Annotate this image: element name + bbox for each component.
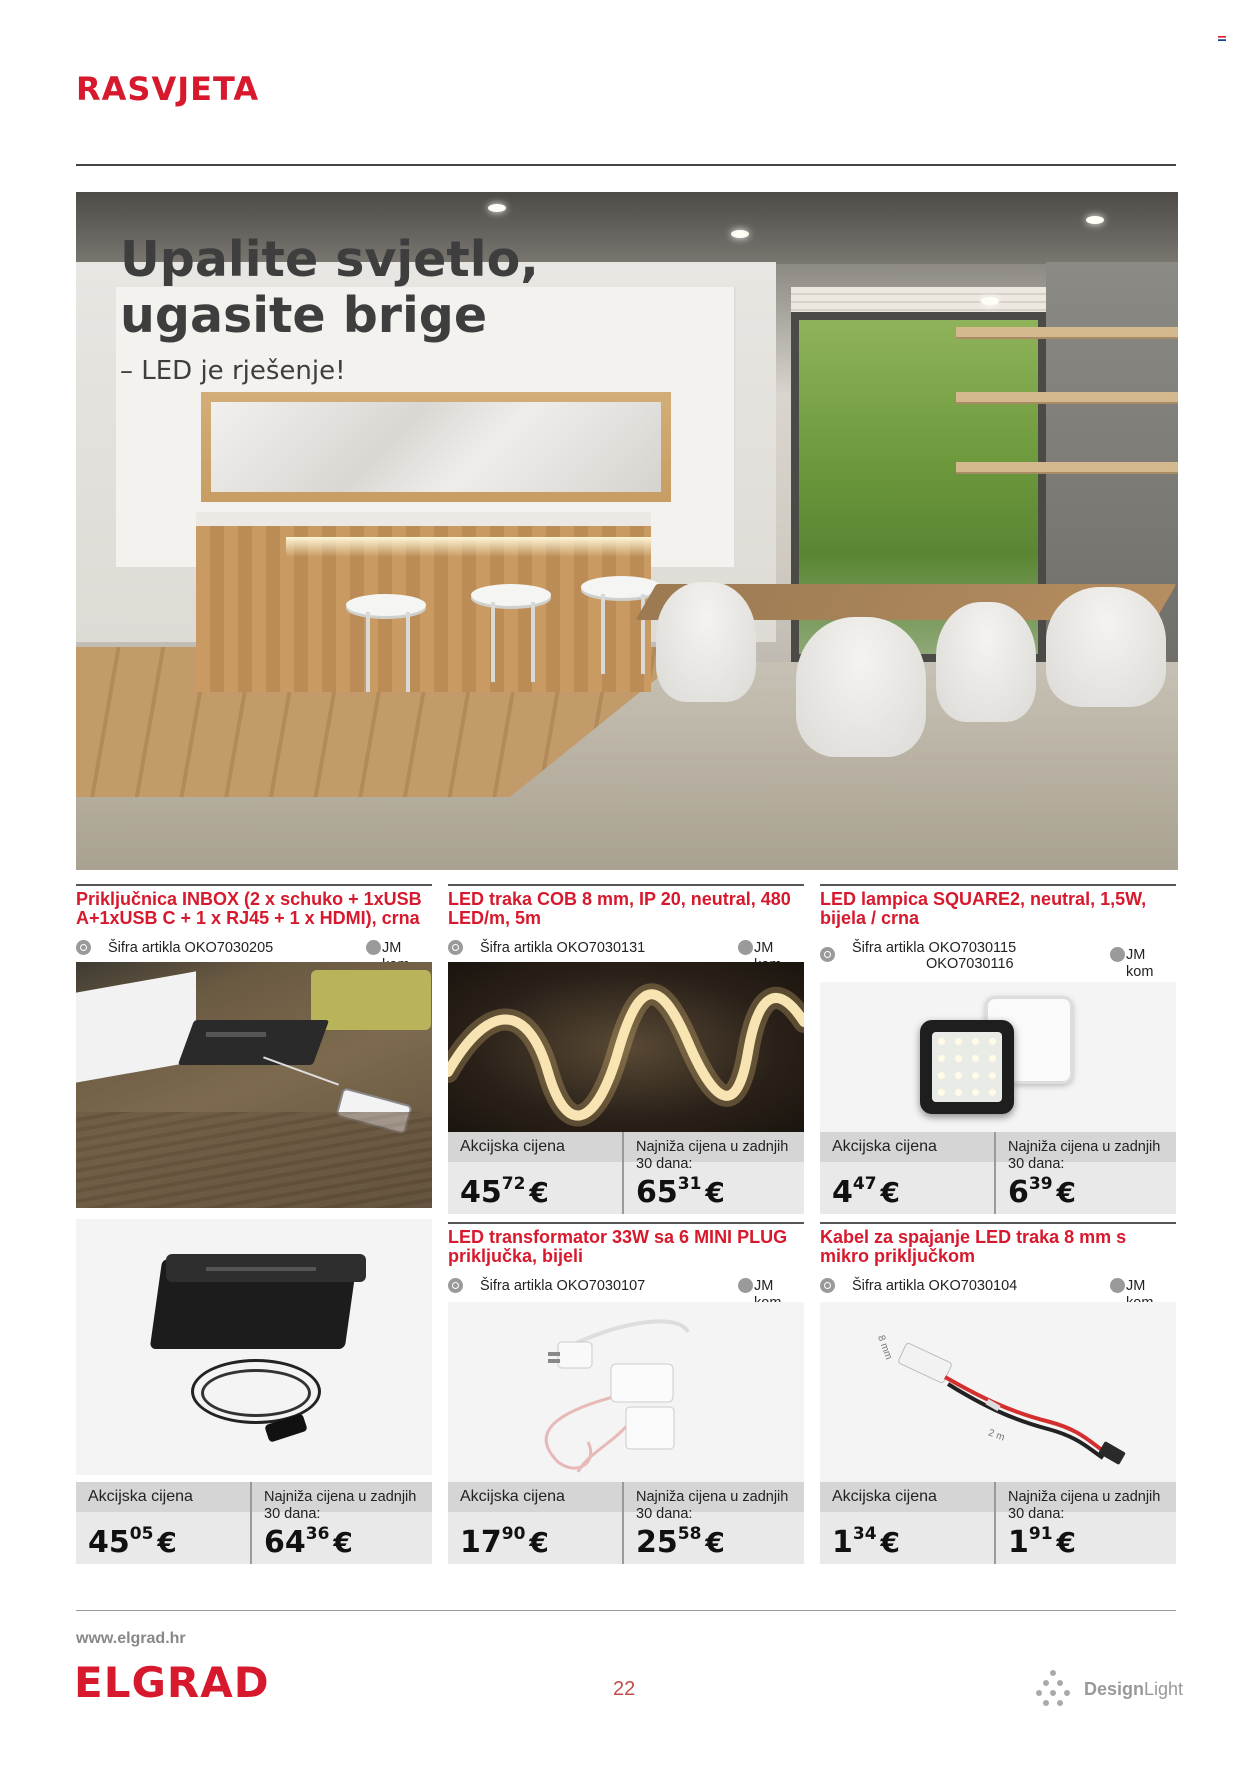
price-box (448, 1482, 804, 1564)
lowest-price-label: Najniža cijena u zadnjih 30 dana: (264, 1489, 417, 1522)
footer-divider (76, 1610, 1176, 1611)
promo-price: 4505 € (88, 1524, 177, 1560)
product-image-transformer (448, 1302, 804, 1482)
website-link[interactable]: www.elgrad.hr (76, 1630, 186, 1647)
product-title[interactable]: Priključnica INBOX (2 x schuko + 1xUSB A+1xUSB C + 1 x RJ45 + 1 x HDMI), crna (76, 889, 422, 928)
lowest-price: 2558 € (636, 1524, 725, 1560)
brand-logo: ELGRAD (74, 1658, 270, 1707)
product-code-2: OKO7030116 (926, 956, 1014, 972)
unit-icon (738, 940, 753, 955)
flag-icon (1218, 36, 1226, 41)
product-title[interactable]: LED traka COB 8 mm, IP 20, neutral, 480 LED/m, 5m (448, 889, 791, 928)
zoom-icon[interactable] (76, 940, 91, 955)
zoom-icon[interactable] (820, 947, 835, 962)
product-card-led-square2[interactable] (820, 884, 1176, 1214)
product-code: Šifra artikla OKO7030104 (852, 1278, 1018, 1294)
product-card-led-transformer[interactable] (448, 1222, 804, 1564)
product-image-desk (76, 962, 432, 1208)
promo-price: 134 € (832, 1524, 901, 1560)
cable-label-mm: 8 mm (875, 1333, 894, 1362)
promo-price: 4572 € (460, 1174, 549, 1210)
unit-icon (366, 940, 381, 955)
product-meta (820, 940, 1176, 980)
designlight-logo-a: Design (1084, 1679, 1145, 1699)
product-code: Šifra artikla OKO7030131 (480, 940, 646, 956)
product-title[interactable]: Kabel za spajanje LED traka 8 mm s mikro priključkom (820, 1227, 1127, 1266)
unit-label: JM (382, 940, 402, 956)
promo-price-label: Akcijska cijena (460, 1488, 565, 1505)
unit-icon (738, 1278, 753, 1293)
hero-banner-image (76, 192, 1178, 870)
zoom-icon[interactable] (820, 1278, 835, 1293)
unit-icon (1110, 947, 1125, 962)
promo-price-label: Akcijska cijena (832, 1488, 937, 1505)
product-code: Šifra artikla OKO7030205 (108, 940, 274, 956)
product-image-led-square (820, 982, 1176, 1132)
product-meta (76, 940, 432, 964)
hero-subline: – LED je rješenje! (120, 356, 346, 386)
price-box (820, 1482, 1176, 1564)
product-title[interactable]: LED transformator 33W sa 6 MINI PLUG priključka, bijeli (448, 1227, 788, 1266)
product-image-inbox (76, 1219, 432, 1475)
product-card-connector-cable[interactable] (820, 1222, 1176, 1564)
product-meta (448, 940, 804, 964)
lowest-price: 191 € (1008, 1524, 1077, 1560)
unit-label: JM kom (1126, 947, 1154, 980)
page-number: 22 (613, 1678, 636, 1700)
lowest-price-label: Najniža cijena u zadnjih 30 dana: (636, 1139, 789, 1172)
product-card-led-cob[interactable] (448, 884, 804, 1214)
price-box (448, 1132, 804, 1214)
header-divider (76, 164, 1176, 166)
designlight-logo-b: Light (1144, 1679, 1184, 1699)
cable-label-m: 2 m (986, 1427, 1007, 1444)
promo-price-label: Akcijska cijena (88, 1488, 193, 1505)
product-image-led-strip (448, 962, 804, 1132)
zoom-icon[interactable] (448, 940, 463, 955)
price-box (820, 1132, 1176, 1214)
unit-label: JM (754, 1278, 774, 1294)
product-meta (448, 1278, 804, 1302)
hero-headline (120, 232, 539, 386)
lowest-price: 639 € (1008, 1174, 1077, 1210)
product-title[interactable]: LED lampica SQUARE2, neutral, 1,5W, bijela / crna (820, 889, 1147, 928)
hero-line-1: Upalite svjetlo, (120, 231, 539, 288)
product-image-cable (820, 1302, 1176, 1482)
product-card-inbox[interactable] (76, 884, 432, 1564)
promo-price: 1790 € (460, 1524, 549, 1560)
section-title: RASVJETA (76, 70, 260, 108)
lowest-price: 6531 € (636, 1174, 725, 1210)
lowest-price-label: Najniža cijena u zadnjih 30 dana: (636, 1489, 789, 1522)
designlight-logo (1036, 1666, 1184, 1714)
promo-price: 447 € (832, 1174, 901, 1210)
designlight-dots-icon (1036, 1670, 1078, 1710)
price-box (76, 1482, 432, 1564)
unit-icon (1110, 1278, 1125, 1293)
zoom-icon[interactable] (448, 1278, 463, 1293)
lowest-price: 6436 € (264, 1524, 353, 1560)
unit-label: JM (1126, 1278, 1146, 1294)
unit-label: JM (754, 940, 774, 956)
product-meta (820, 1278, 1176, 1302)
promo-price-label: Akcijska cijena (832, 1138, 937, 1155)
lowest-price-label: Najniža cijena u zadnjih 30 dana: (1008, 1489, 1161, 1522)
product-code: Šifra artikla OKO7030115 (852, 940, 1017, 956)
promo-price-label: Akcijska cijena (460, 1138, 565, 1155)
product-code: Šifra artikla OKO7030107 (480, 1278, 646, 1294)
hero-line-2: ugasite brige (120, 287, 488, 344)
lowest-price-label: Najniža cijena u zadnjih 30 dana: (1008, 1139, 1161, 1172)
